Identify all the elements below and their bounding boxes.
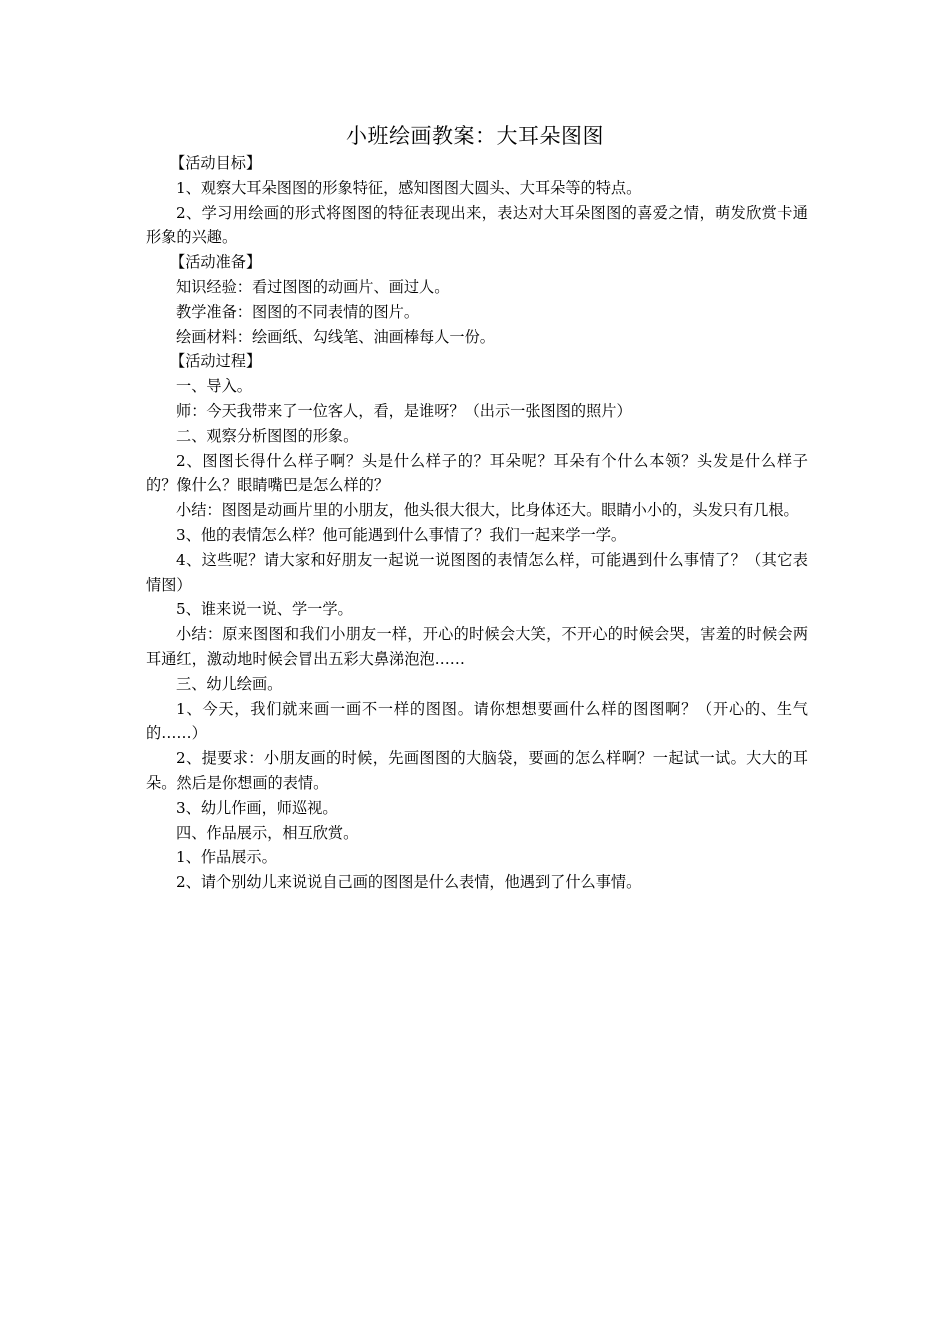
document-body — [146, 151, 808, 895]
section-heading-goals: 【活动目标】 — [170, 154, 262, 172]
paragraph: 2、提要求：小朋友画的时候，先画图图的大脑袋，要画的怎么样啊？一起试一试。大大的耳朵。然后是你想画的表情。 — [146, 749, 808, 792]
paragraph: 5、谁来说一说、学一学。 — [176, 600, 353, 619]
paragraph: 三、幼儿绘画。 — [176, 674, 283, 693]
paragraph: 3、幼儿作画，师巡视。 — [176, 798, 338, 817]
paragraph: 知识经验：看过图图的动画片、画过人。 — [176, 277, 450, 296]
document-title: 小班绘画教案：大耳朵图图 — [346, 124, 604, 148]
paragraph: 3、他的表情怎么样？他可能遇到什么事情了？我们一起来学一学。 — [176, 525, 627, 544]
paragraph: 2、学习用绘画的形式将图图的特征表现出来，表达对大耳朵图图的喜爱之情，萌发欣赏卡通形象的兴趣。 — [146, 203, 808, 247]
paragraph: 绘画材料：绘画纸、勾线笔、油画棒每人一份。 — [176, 327, 495, 346]
paragraph: 2、请个别幼儿来说说自己画的图图是什么表情，他遇到了什么事情。 — [176, 873, 642, 892]
section-heading-preparation: 【活动准备】 — [170, 253, 262, 272]
paragraph: 1、观察大耳朵图图的形象特征，感知图图大圆头、大耳朵等的特点。 — [176, 178, 642, 197]
paragraph: 1、今天，我们就来画一画不一样的图图。请你想想要画什么样的图图啊？（开心的、生气的……） — [146, 699, 808, 743]
paragraph: 教学准备：图图的不同表情的图片。 — [176, 302, 419, 321]
paragraph: 1、作品展示。 — [176, 848, 277, 867]
paragraph: 四、作品展示，相互欣赏。 — [176, 823, 359, 842]
paragraph: 二、观察分析图图的形象。 — [176, 426, 359, 445]
paragraph: 小结：原来图图和我们小朋友一样，开心的时候会大笑，不开心的时候会哭，害羞的时候会两耳通红，激动地时候会冒出五彩大鼻涕泡泡…… — [146, 625, 808, 668]
paragraph: 师：今天我带来了一位客人，看，是谁呀？（出示一张图图的照片） — [176, 401, 632, 420]
paragraph: 2、图图长得什么样子啊？头是什么样子的？耳朵呢？耳朵有个什么本领？头发是什么样子的？像什么？眼睛嘴巴是怎么样的？ — [146, 451, 808, 495]
paragraph: 一、导入。 — [176, 377, 252, 396]
paragraph: 4、这些呢？请大家和好朋友一起说一说图图的表情怎么样，可能遇到什么事情了？（其它表情图） — [146, 550, 808, 594]
section-heading-process: 【活动过程】 — [170, 352, 262, 371]
paragraph: 小结：图图是动画片里的小朋友，他头很大很大，比身体还大。眼睛小小的，头发只有几根。 — [176, 501, 799, 520]
